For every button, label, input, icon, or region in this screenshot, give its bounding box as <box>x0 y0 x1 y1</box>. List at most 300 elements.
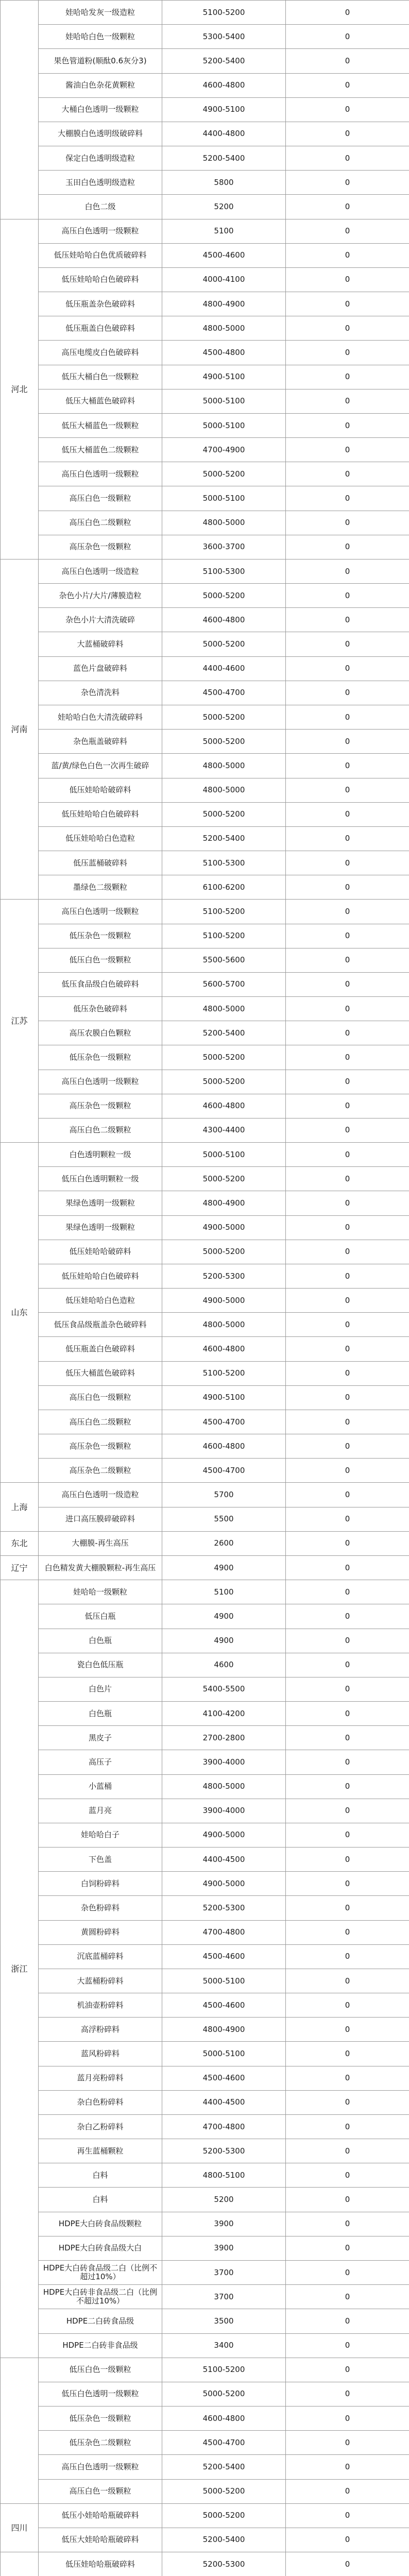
price-cell: 4900 <box>162 1556 286 1580</box>
change-cell: 0 <box>286 997 409 1021</box>
change-cell: 0 <box>286 2333 409 2358</box>
change-cell: 0 <box>286 754 409 778</box>
price-cell: 4600-4800 <box>162 2406 286 2431</box>
change-cell: 0 <box>286 511 409 535</box>
change-cell: 0 <box>286 2382 409 2406</box>
table-row <box>1 243 409 267</box>
table-row <box>1 1021 409 1045</box>
table-row <box>1 1264 409 1288</box>
table-row <box>1 49 409 73</box>
change-cell: 0 <box>286 1215 409 1240</box>
spec-cell: 果色管道粉(顺酞0.6灰分3) <box>39 49 162 73</box>
change-cell: 0 <box>286 25 409 49</box>
change-cell: 0 <box>286 681 409 705</box>
change-cell: 0 <box>286 2406 409 2431</box>
change-cell: 0 <box>286 1653 409 1677</box>
spec-cell: 低压娃哈哈白色造粒 <box>39 826 162 851</box>
price-cell: 4500-4800 <box>162 341 286 365</box>
change-cell: 0 <box>286 2285 409 2309</box>
spec-cell: 低压白色透明一级颗粒 <box>39 2382 162 2406</box>
table-row <box>1 1459 409 1483</box>
spec-cell: 杂白色粉碎料 <box>39 2090 162 2114</box>
spec-cell: 大蓝桶粉碎料 <box>39 1969 162 1993</box>
table-row <box>1 632 409 656</box>
price-cell: 3600-3700 <box>162 535 286 559</box>
price-cell: 3900 <box>162 2236 286 2260</box>
spec-cell: 低压大桶蓝色二级颗粒 <box>39 438 162 462</box>
spec-cell: 高压白色一级颗粒 <box>39 486 162 511</box>
change-cell: 0 <box>286 97 409 122</box>
change-cell: 0 <box>286 705 409 729</box>
spec-cell: 白料 <box>39 2163 162 2188</box>
spec-cell: 高压白色透明一级造粒 <box>39 559 162 583</box>
table-row <box>1 2114 409 2139</box>
price-cell: 4500-4700 <box>162 1410 286 1434</box>
table-row <box>1 2406 409 2431</box>
change-cell: 0 <box>286 924 409 948</box>
spec-cell: 再生蓝桶颗粒 <box>39 2139 162 2163</box>
spec-cell: 低压大桶白色一级颗粒 <box>39 365 162 389</box>
change-cell: 0 <box>286 1094 409 1118</box>
price-cell: 5100-5200 <box>162 924 286 948</box>
price-cell: 4600-4800 <box>162 1337 286 1361</box>
price-cell: 5200-5300 <box>162 2139 286 2163</box>
spec-cell: 白色二级 <box>39 195 162 219</box>
price-cell: 5200-5300 <box>162 2552 286 2576</box>
spec-cell: 白饲粉碎料 <box>39 1872 162 1896</box>
table-row <box>1 2503 409 2528</box>
change-cell: 0 <box>286 900 409 924</box>
change-cell: 0 <box>286 171 409 195</box>
change-cell: 0 <box>286 2260 409 2284</box>
spec-cell: 高压白色一级颗粒 <box>39 2479 162 2503</box>
price-cell: 4800-4900 <box>162 292 286 316</box>
change-cell: 0 <box>286 389 409 413</box>
spec-cell: 高压白色二级颗粒 <box>39 1410 162 1434</box>
price-cell: 5100-5300 <box>162 851 286 875</box>
table-row <box>1 462 409 486</box>
change-cell: 0 <box>286 1070 409 1094</box>
price-cell: 5000-5100 <box>162 413 286 437</box>
price-cell: 5200 <box>162 2188 286 2212</box>
spec-cell: 瓷白色低压瓶 <box>39 1653 162 1677</box>
table-row <box>1 1410 409 1434</box>
change-cell: 0 <box>286 1361 409 1385</box>
change-cell: 0 <box>286 1167 409 1191</box>
spec-cell: HDPE大白砖食品级二白（比例不超过10%） <box>39 2260 162 2284</box>
region-cell <box>1 2358 39 2503</box>
spec-cell: 高压电缆皮白色破碎料 <box>39 341 162 365</box>
change-cell: 0 <box>286 1993 409 2018</box>
table-row <box>1 146 409 171</box>
table-row <box>1 1361 409 1385</box>
spec-cell: 低压大娃哈哈瓶破碎料 <box>39 2528 162 2552</box>
spec-cell: 高压白色透明一级颗粒 <box>39 1070 162 1094</box>
table-row <box>1 1 409 25</box>
table-row <box>1 1094 409 1118</box>
spec-cell: HDPE大白砖食品级大白 <box>39 2236 162 2260</box>
table-row <box>1 1872 409 1896</box>
table-row <box>1 292 409 316</box>
change-cell: 0 <box>286 875 409 900</box>
change-cell: 0 <box>286 1872 409 1896</box>
table-row <box>1 171 409 195</box>
change-cell: 0 <box>286 413 409 437</box>
change-cell: 0 <box>286 2479 409 2503</box>
change-cell: 0 <box>286 2503 409 2528</box>
table-row <box>1 1993 409 2018</box>
spec-cell: HDPE大白砖非食品级二白（比例不超过10%） <box>39 2285 162 2309</box>
spec-cell: 果绿色透明一级颗粒 <box>39 1215 162 1240</box>
price-cell: 4000-4100 <box>162 267 286 292</box>
change-cell: 0 <box>286 1969 409 1993</box>
change-cell: 0 <box>286 462 409 486</box>
table-row <box>1 2358 409 2382</box>
price-cell: 5200-5400 <box>162 49 286 73</box>
spec-cell: 低压大桶蓝色破碎料 <box>39 1361 162 1385</box>
spec-cell: 低压娃哈哈白色优质破碎料 <box>39 243 162 267</box>
price-cell: 4900-5000 <box>162 1215 286 1240</box>
region-cell: 江苏 <box>1 900 39 1143</box>
spec-cell: 高浮粉碎料 <box>39 2018 162 2042</box>
table-row <box>1 2382 409 2406</box>
change-cell: 0 <box>286 341 409 365</box>
region-cell <box>1 1 39 219</box>
table-row <box>1 1483 409 1507</box>
spec-cell: 低压大桶蓝色破碎料 <box>39 389 162 413</box>
price-cell: 4600-4800 <box>162 608 286 632</box>
spec-cell: 低压蓝桶破碎料 <box>39 851 162 875</box>
spec-cell: 低压娃哈哈白色破碎料 <box>39 1264 162 1288</box>
price-cell: 5100 <box>162 219 286 243</box>
change-cell: 0 <box>286 1556 409 1580</box>
price-cell: 3900 <box>162 2212 286 2236</box>
spec-cell: 大棚膜白色透明级破碎料 <box>39 122 162 146</box>
price-cell: 5600-5700 <box>162 972 286 996</box>
change-cell: 0 <box>286 1750 409 1774</box>
price-cell: 5200-5300 <box>162 1264 286 1288</box>
price-cell: 3400 <box>162 2333 286 2358</box>
spec-cell: 大蓝桶破碎料 <box>39 632 162 656</box>
price-cell: 5500-5600 <box>162 948 286 972</box>
table-row <box>1 219 409 243</box>
region-cell: 辽宁 <box>1 1556 39 1580</box>
spec-cell: 低压娃哈哈破碎料 <box>39 778 162 802</box>
price-cell: 4500-4600 <box>162 1993 286 2018</box>
table-row <box>1 656 409 681</box>
change-cell: 0 <box>286 2236 409 2260</box>
change-cell: 0 <box>286 195 409 219</box>
price-cell: 4400-4500 <box>162 1848 286 1872</box>
spec-cell: HDPE二白砖非食品级 <box>39 2333 162 2358</box>
table-row <box>1 2309 409 2333</box>
change-cell: 0 <box>286 2358 409 2382</box>
change-cell: 0 <box>286 1726 409 1750</box>
spec-cell: 娃哈哈白色大清洗破碎料 <box>39 705 162 729</box>
change-cell: 0 <box>286 73 409 97</box>
price-cell: 2600 <box>162 1531 286 1555</box>
table-row <box>1 2042 409 2066</box>
change-cell: 0 <box>286 1896 409 1920</box>
change-cell: 0 <box>286 438 409 462</box>
price-cell: 4400-4600 <box>162 656 286 681</box>
price-cell: 4500-4600 <box>162 243 286 267</box>
price-cell: 4800-5100 <box>162 2163 286 2188</box>
price-cell: 4700-4900 <box>162 438 286 462</box>
table-row <box>1 2285 409 2309</box>
table-row <box>1 365 409 389</box>
change-cell: 0 <box>286 146 409 171</box>
spec-cell: 白色瓶 <box>39 1702 162 1726</box>
table-row <box>1 948 409 972</box>
price-cell: 4800-5000 <box>162 778 286 802</box>
price-cell: 4600 <box>162 1653 286 1677</box>
spec-cell: 娃哈哈白色一级颗粒 <box>39 25 162 49</box>
change-cell: 0 <box>286 2528 409 2552</box>
spec-cell: 白色片 <box>39 1677 162 1701</box>
table-row <box>1 1434 409 1459</box>
price-cell: 4300-4400 <box>162 1118 286 1142</box>
change-cell: 0 <box>286 1021 409 1045</box>
price-cell: 5200-5400 <box>162 826 286 851</box>
change-cell: 0 <box>286 1191 409 1215</box>
table-row <box>1 1118 409 1142</box>
table-row <box>1 1799 409 1823</box>
price-cell: 4800-5000 <box>162 316 286 341</box>
table-row <box>1 122 409 146</box>
change-cell: 0 <box>286 49 409 73</box>
price-cell: 5000-5200 <box>162 462 286 486</box>
spec-cell: 黄圆粉碎料 <box>39 1920 162 1944</box>
table-row <box>1 2018 409 2042</box>
change-cell: 0 <box>286 802 409 826</box>
price-cell: 5100-5200 <box>162 900 286 924</box>
spec-cell: 蓝月亮粉碎料 <box>39 2066 162 2090</box>
change-cell: 0 <box>286 1143 409 1167</box>
spec-cell: 娃哈哈一级颗粒 <box>39 1580 162 1604</box>
spec-cell: 低压娃哈哈瓶破碎料 <box>39 2552 162 2576</box>
change-cell: 0 <box>286 267 409 292</box>
price-cell: 5000-5100 <box>162 486 286 511</box>
change-cell: 0 <box>286 486 409 511</box>
spec-cell: 低压娃哈哈白色破碎料 <box>39 267 162 292</box>
table-row <box>1 1337 409 1361</box>
price-cell: 5000-5200 <box>162 632 286 656</box>
price-cell: 4900-5100 <box>162 1385 286 1410</box>
price-cell: 4500-4600 <box>162 1944 286 1969</box>
spec-cell: 低压杂色一级颗粒 <box>39 1045 162 1070</box>
table-row <box>1 1215 409 1240</box>
change-cell: 0 <box>286 1507 409 1531</box>
spec-cell: 低压娃哈哈白色破碎料 <box>39 802 162 826</box>
table-row <box>1 1604 409 1629</box>
spec-cell: 高压杂色二级颗粒 <box>39 1459 162 1483</box>
spec-cell: HDPE大白砖食品级颗粒 <box>39 2212 162 2236</box>
price-cell: 5000-5200 <box>162 705 286 729</box>
change-cell: 0 <box>286 826 409 851</box>
spec-cell: 低压白色透明颗粒一级 <box>39 1167 162 1191</box>
change-cell: 0 <box>286 1629 409 1653</box>
change-cell: 0 <box>286 1531 409 1555</box>
table-row <box>1 341 409 365</box>
table-row <box>1 802 409 826</box>
spec-cell: 沉底蓝桶碎料 <box>39 1944 162 1969</box>
table-row <box>1 584 409 608</box>
change-cell: 0 <box>286 1799 409 1823</box>
region-cell: 东北 <box>1 1531 39 1555</box>
price-cell: 4400-4800 <box>162 122 286 146</box>
spec-cell: 白色透明颗粒一级 <box>39 1143 162 1167</box>
table-row <box>1 1677 409 1701</box>
table-row <box>1 2066 409 2090</box>
spec-cell: 高压白色透明一级造粒 <box>39 1483 162 1507</box>
change-cell: 0 <box>286 2018 409 2042</box>
table-row <box>1 1580 409 1604</box>
table-row <box>1 608 409 632</box>
price-cell: 4900-5000 <box>162 1872 286 1896</box>
table-row <box>1 2139 409 2163</box>
change-cell: 0 <box>286 219 409 243</box>
change-cell: 0 <box>286 584 409 608</box>
price-cell: 4100-4200 <box>162 1702 286 1726</box>
table-row <box>1 2333 409 2358</box>
change-cell: 0 <box>286 2455 409 2479</box>
spec-cell: 白色瓶 <box>39 1629 162 1653</box>
change-cell: 0 <box>286 972 409 996</box>
region-cell: 河北 <box>1 219 39 559</box>
table-row <box>1 2431 409 2455</box>
spec-cell: 低压杂色破碎料 <box>39 997 162 1021</box>
table-row <box>1 1944 409 1969</box>
price-cell: 5200 <box>162 195 286 219</box>
price-cell: 5000-5200 <box>162 730 286 754</box>
spec-cell: 蓝月亮 <box>39 1799 162 1823</box>
spec-cell: 杂白乙粉碎料 <box>39 2114 162 2139</box>
spec-cell: 娃哈哈发灰一级造粒 <box>39 1 162 25</box>
change-cell: 0 <box>286 1677 409 1701</box>
price-cell: 4800-4900 <box>162 1191 286 1215</box>
table-row <box>1 1653 409 1677</box>
region-cell: 浙江 <box>1 1580 39 2358</box>
spec-cell: 低压瓶盖白色破碎料 <box>39 316 162 341</box>
table-row <box>1 875 409 900</box>
spec-cell: 低压杂色一级颗粒 <box>39 2406 162 2431</box>
price-cell: 4500-4700 <box>162 1459 286 1483</box>
change-cell: 0 <box>286 243 409 267</box>
spec-cell: 大棚膜-再生高压 <box>39 1531 162 1555</box>
change-cell: 0 <box>286 2309 409 2333</box>
change-cell: 0 <box>286 1 409 25</box>
price-cell: 5200-5400 <box>162 146 286 171</box>
change-cell: 0 <box>286 1337 409 1361</box>
table-row <box>1 705 409 729</box>
price-cell: 5100-5200 <box>162 1 286 25</box>
spec-cell: 低压小娃哈哈瓶破碎料 <box>39 2503 162 2528</box>
table-row <box>1 900 409 924</box>
table-row <box>1 924 409 948</box>
change-cell: 0 <box>286 2066 409 2090</box>
change-cell: 0 <box>286 730 409 754</box>
spec-cell: 白料 <box>39 2188 162 2212</box>
spec-cell: 杂色粉碎料 <box>39 1896 162 1920</box>
spec-cell: 蓝色片盘破碎料 <box>39 656 162 681</box>
spec-cell: 高压杂色一级颗粒 <box>39 535 162 559</box>
spec-cell: 酱油白色杂花黄颗粒 <box>39 73 162 97</box>
spec-cell: 低压娃哈哈白色造粒 <box>39 1289 162 1313</box>
change-cell: 0 <box>286 2163 409 2188</box>
price-cell: 5200-5400 <box>162 1021 286 1045</box>
price-cell: 5100-5200 <box>162 2358 286 2382</box>
table-row <box>1 1507 409 1531</box>
table-row <box>1 511 409 535</box>
table-row <box>1 559 409 583</box>
spec-cell: 杂色小片/大片/薄膜造粒 <box>39 584 162 608</box>
table-row <box>1 1969 409 1993</box>
spec-cell: 高压白色透明一级颗粒 <box>39 219 162 243</box>
change-cell: 0 <box>286 1483 409 1507</box>
change-cell: 0 <box>286 1045 409 1070</box>
table-row <box>1 2212 409 2236</box>
change-cell: 0 <box>286 2212 409 2236</box>
price-cell: 5400-5500 <box>162 1677 286 1701</box>
price-cell: 5500 <box>162 1507 286 1531</box>
spec-cell: 高压农膜白色颗粒 <box>39 1021 162 1045</box>
spec-cell: 果绿色透明一级颗粒 <box>39 1191 162 1215</box>
spec-cell: 低压白色一级颗粒 <box>39 948 162 972</box>
change-cell: 0 <box>286 1848 409 1872</box>
change-cell: 0 <box>286 1289 409 1313</box>
spec-cell: 高压白色二级颗粒 <box>39 511 162 535</box>
table-row <box>1 413 409 437</box>
table-row <box>1 681 409 705</box>
table-row <box>1 1823 409 1847</box>
price-cell: 4900-5100 <box>162 365 286 389</box>
price-cell: 4800-5000 <box>162 511 286 535</box>
table-row <box>1 97 409 122</box>
spec-cell: 机油壶粉碎料 <box>39 1993 162 2018</box>
table-row <box>1 1313 409 1337</box>
price-cell: 3900-4000 <box>162 1799 286 1823</box>
spec-cell: 低压瓶盖杂色破碎料 <box>39 292 162 316</box>
table-row <box>1 1385 409 1410</box>
spec-cell: 进口高压膜碎破碎料 <box>39 1507 162 1531</box>
price-cell: 5000-5200 <box>162 584 286 608</box>
table-row <box>1 2260 409 2284</box>
price-cell: 4400-4500 <box>162 2090 286 2114</box>
price-cell: 5200-5400 <box>162 2455 286 2479</box>
change-cell: 0 <box>286 2114 409 2139</box>
spec-cell: 娃哈哈白子 <box>39 1823 162 1847</box>
table-row <box>1 1289 409 1313</box>
spec-cell: 黑皮子 <box>39 1726 162 1750</box>
spec-cell: 低压食品级瓶盖杂色破碎料 <box>39 1313 162 1337</box>
price-cell: 4700-4800 <box>162 1920 286 1944</box>
price-cell: 4800-5000 <box>162 997 286 1021</box>
price-cell: 5200-5300 <box>162 1896 286 1920</box>
table-row <box>1 1774 409 1799</box>
spec-cell: 白色精发黄大棚膜颗粒-再生高压 <box>39 1556 162 1580</box>
price-cell: 4800-5000 <box>162 754 286 778</box>
spec-cell: 墨绿色二级颗粒 <box>39 875 162 900</box>
table-row <box>1 1045 409 1070</box>
spec-cell: 玉田白色透明级造粒 <box>39 171 162 195</box>
price-cell: 4600-4800 <box>162 73 286 97</box>
table-row <box>1 1848 409 1872</box>
table-row <box>1 195 409 219</box>
price-cell: 5100-5300 <box>162 559 286 583</box>
table-row <box>1 438 409 462</box>
change-cell: 0 <box>286 1434 409 1459</box>
